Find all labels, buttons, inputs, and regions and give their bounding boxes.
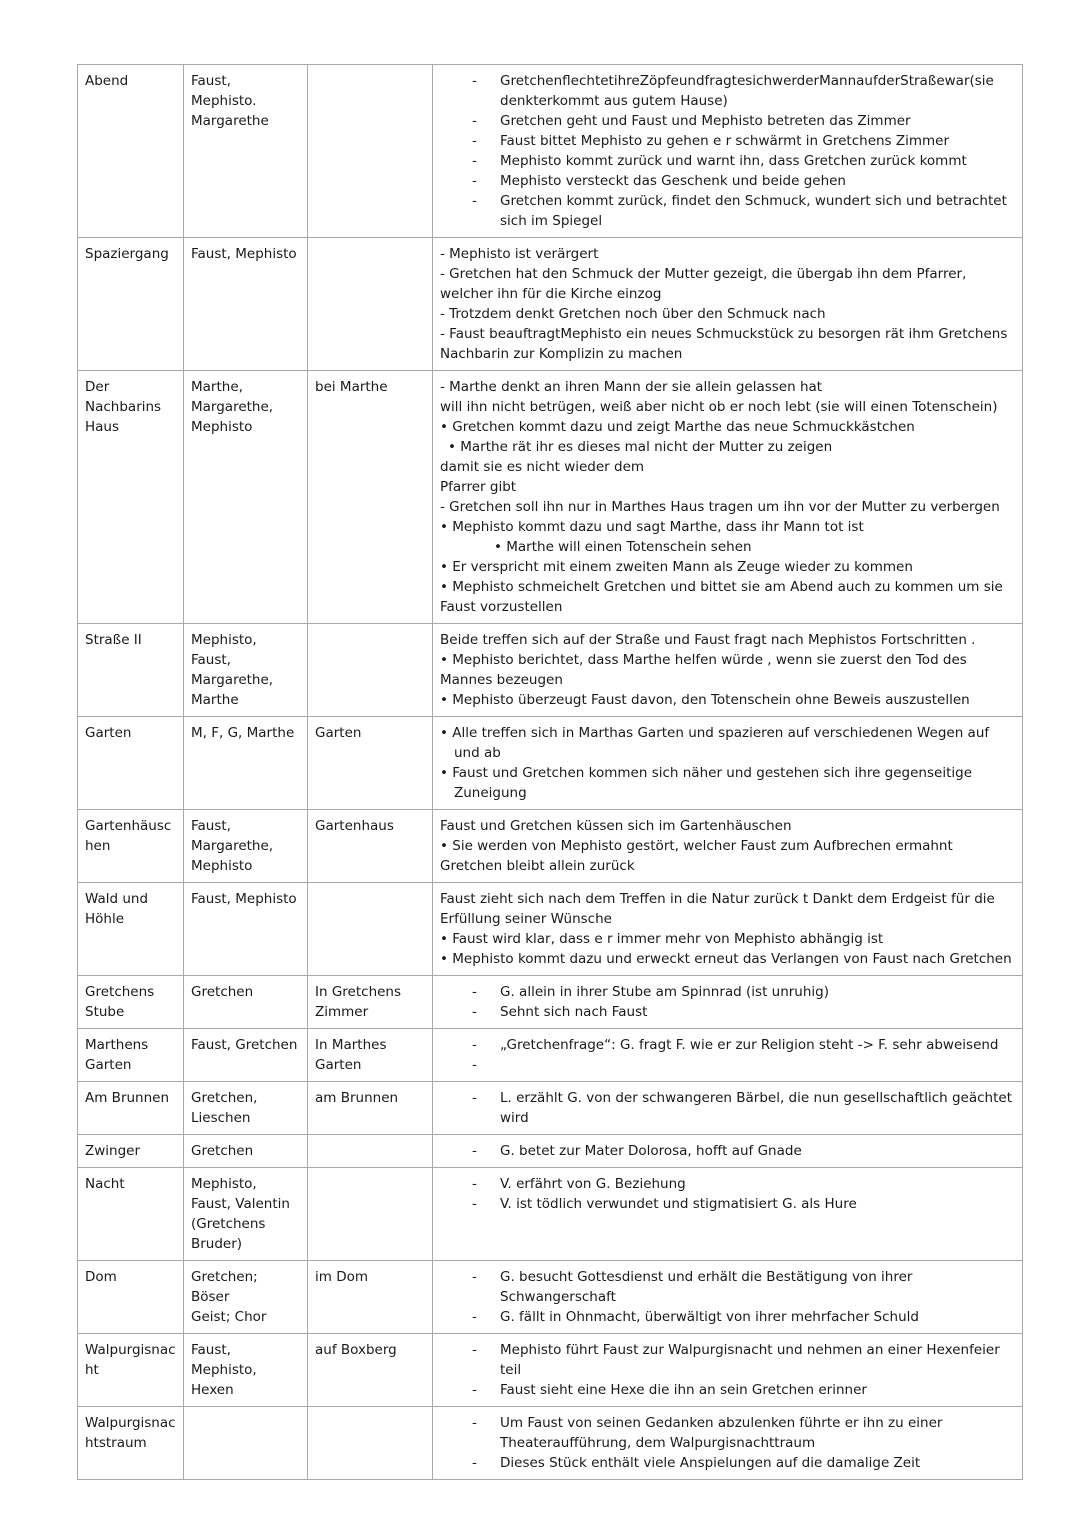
scene-cell (78, 810, 184, 883)
scene-cell-line: Nacht (85, 1176, 125, 1192)
content-cell (433, 624, 1023, 717)
characters-cell-line: Hexen (191, 1382, 234, 1398)
place-cell (308, 624, 433, 717)
place-cell (308, 883, 433, 976)
scene-cell-line: Höhle (85, 911, 125, 927)
scene-cell (78, 1135, 184, 1168)
content-item: - Marthe denkt an ihren Mann der sie allein gelassen hat (440, 379, 823, 395)
scene-cell-line: Stube (85, 1004, 125, 1020)
place-cell (308, 1334, 433, 1407)
place-cell-line: bei Marthe (315, 379, 388, 395)
content-item: - V. erfährt von G. Beziehung (440, 1174, 1015, 1194)
scene-cell (78, 1168, 184, 1261)
place-cell (308, 976, 433, 1029)
place-cell (308, 1029, 433, 1082)
place-cell (308, 238, 433, 371)
scene-cell-line: Spaziergang (85, 246, 169, 262)
table-row (78, 883, 1023, 976)
scene-cell-line: Marthens (85, 1037, 149, 1053)
scene-cell-line: Walpurgisnac (85, 1342, 176, 1358)
content-item: - G. allein in ihrer Stube am Spinnrad (ist unruhig) (440, 982, 1015, 1002)
scene-cell-line: Nachbarins (85, 399, 162, 415)
characters-cell-line: Margarethe, (191, 399, 274, 415)
characters-cell-line: Marthe (191, 692, 239, 708)
scene-cell (78, 371, 184, 624)
content-item: - Faust bittet Mephisto zu gehen e r schwärmt in Gretchens Zimmer (440, 131, 1015, 151)
scene-cell (78, 1407, 184, 1480)
characters-cell-line: Mephisto, (191, 1362, 257, 1378)
characters-cell-line: Faust, Gretchen (191, 1037, 298, 1053)
content-item: - Dieses Stück enthält viele Anspielungen auf die damalige Zeit (440, 1453, 1015, 1473)
characters-cell-line: Marthe, (191, 379, 243, 395)
content-item: - Sehnt sich nach Faust (440, 1002, 1015, 1022)
table-row (78, 717, 1023, 810)
scene-cell-line: Walpurgisnac (85, 1415, 176, 1431)
place-cell-line: In Gretchens (315, 984, 402, 1000)
scene-cell-line: Wald und (85, 891, 149, 907)
characters-cell-line: Mephisto, (191, 1176, 257, 1192)
content-item: • Mephisto schmeichelt Gretchen und bittet sie am Abend auch zu kommen um sie Faust vorzustellen (440, 579, 1003, 615)
content-item: • Sie werden von Mephisto gestört, welcher Faust zum Aufbrechen ermahnt Gretchen bleibt allein zurück (440, 838, 953, 874)
content-item: - V. ist tödlich verwundet und stigmatisiert G. als Hure (440, 1194, 1015, 1214)
characters-cell-line: (Gretchens (191, 1216, 266, 1232)
content-item: - Gretchen kommt zurück, findet den Schmuck, wundert sich und betrachtet sich im Spiegel (440, 191, 1015, 231)
scene-cell-line: Garten (85, 725, 132, 741)
characters-cell (184, 976, 308, 1029)
scene-cell-line: Zwinger (85, 1143, 141, 1159)
characters-cell (184, 238, 308, 371)
characters-cell-line: Gretchen; Böser (191, 1269, 258, 1305)
content-cell (433, 810, 1023, 883)
characters-cell-line: Margarethe, (191, 672, 274, 688)
table-row (78, 624, 1023, 717)
content-item: • Mephisto kommt dazu und sagt Marthe, dass ihr Mann tot ist (440, 519, 864, 535)
scene-cell-line: ht (85, 1362, 99, 1378)
place-cell (308, 810, 433, 883)
characters-cell-line: Mephisto (191, 858, 253, 874)
table-row (78, 65, 1023, 238)
characters-cell-line: Geist; Chor (191, 1309, 267, 1325)
characters-cell (184, 1168, 308, 1261)
content-item: - Mephisto kommt zurück und warnt ihn, dass Gretchen zurück kommt (440, 151, 1015, 171)
characters-cell-line: Gretchen (191, 984, 254, 1000)
characters-cell (184, 810, 308, 883)
place-cell (308, 1407, 433, 1480)
scene-cell-line: Dom (85, 1269, 117, 1285)
characters-cell (184, 1334, 308, 1407)
characters-cell (184, 1082, 308, 1135)
scene-cell-line: Gretchens (85, 984, 155, 1000)
scene-cell (78, 1334, 184, 1407)
content-cell (433, 883, 1023, 976)
table-row (78, 1029, 1023, 1082)
characters-cell (184, 1407, 308, 1480)
place-cell (308, 717, 433, 810)
characters-cell-line: Gretchen (191, 1143, 254, 1159)
content-item: • Mephisto überzeugt Faust davon, den Totenschein ohne Beweis auszustellen (440, 692, 970, 708)
scene-cell (78, 1082, 184, 1135)
content-cell (433, 238, 1023, 371)
content-item: Pfarrer gibt (440, 479, 517, 495)
table-row (78, 1082, 1023, 1135)
characters-cell (184, 65, 308, 238)
table-row (78, 810, 1023, 883)
table-row (78, 238, 1023, 371)
place-cell (308, 1168, 433, 1261)
content-item: - „Gretchenfrage“: G. fragt F. wie er zur Religion steht -> F. sehr abweisend (440, 1035, 1015, 1055)
place-cell-line: Garten (315, 725, 362, 741)
scene-cell (78, 1029, 184, 1082)
scene-cell (78, 624, 184, 717)
characters-cell-line: Mephisto (191, 419, 253, 435)
scene-cell-line: Abend (85, 73, 129, 89)
scene-cell (78, 1261, 184, 1334)
content-item: - GretchenflechtetihreZöpfeundfragtesichwerderMannaufderStraßewar(sie denkterkommt aus gutem Hause) (440, 71, 1015, 111)
characters-cell-line: Mephisto, (191, 632, 257, 648)
content-item: • Alle treffen sich in Marthas Garten und spazieren auf verschiedenen Wegen auf und ab (440, 725, 990, 761)
table-row (78, 976, 1023, 1029)
scene-cell-line: htstraum (85, 1435, 147, 1451)
scene-cell-line: Haus (85, 419, 120, 435)
content-item: - G. betet zur Mater Dolorosa, hofft auf Gnade (440, 1141, 1015, 1161)
content-item: Faust zieht sich nach dem Treffen in die Natur zurück t Dankt dem Erdgeist für die Erfüllung seiner Wünsche (440, 891, 995, 927)
place-cell (308, 1135, 433, 1168)
content-cell (433, 1407, 1023, 1480)
content-item: - Gretchen soll ihn nur in Marthes Haus tragen um ihn vor der Mutter zu verbergen (440, 499, 1000, 515)
content-item: - Mephisto versteckt das Geschenk und beide gehen (440, 171, 1015, 191)
place-cell-line: Garten (315, 1057, 362, 1073)
content-item: Beide treffen sich auf der Straße und Faust fragt nach Mephistos Fortschritten . (440, 632, 976, 648)
content-item: - G. besucht Gottesdienst und erhält die Bestätigung von ihrer Schwangerschaft (440, 1267, 1015, 1307)
table-row (78, 1168, 1023, 1261)
characters-cell-line: Faust, (191, 1342, 231, 1358)
characters-cell-line: Faust, Valentin (191, 1196, 290, 1212)
table-row (78, 1261, 1023, 1334)
content-item: - G. fällt in Ohnmacht, überwältigt von ihrer mehrfacher Schuld (440, 1307, 1015, 1327)
content-cell (433, 1135, 1023, 1168)
content-item: damit sie es nicht wieder dem (440, 459, 645, 475)
scene-cell (78, 717, 184, 810)
content-item: - Gretchen hat den Schmuck der Mutter gezeigt, die übergab ihn dem Pfarrer, welcher ihn für die Kirche einzog (440, 266, 967, 302)
place-cell-line: am Brunnen (315, 1090, 399, 1106)
scene-cell-line: Straße II (85, 632, 142, 648)
content-cell (433, 1261, 1023, 1334)
table-row (78, 371, 1023, 624)
content-item: • Mephisto kommt dazu und erweckt erneut das Verlangen von Faust nach Gretchen (440, 951, 1012, 967)
place-cell (308, 371, 433, 624)
content-item: • Marthe will einen Totenschein sehen (494, 539, 752, 555)
content-item: - Mephisto ist verärgert (440, 246, 599, 262)
place-cell-line: Gartenhaus (315, 818, 394, 834)
content-cell (433, 1082, 1023, 1135)
characters-cell (184, 1135, 308, 1168)
scene-cell (78, 238, 184, 371)
content-item: - Trotzdem denkt Gretchen noch über den Schmuck nach (440, 306, 826, 322)
content-item: • Er verspricht mit einem zweiten Mann als Zeuge wieder zu kommen (440, 559, 913, 575)
scene-cell-line: Garten (85, 1057, 132, 1073)
place-cell-line: auf Boxberg (315, 1342, 397, 1358)
content-cell (433, 1334, 1023, 1407)
characters-cell-line: Faust, (191, 73, 231, 89)
place-cell-line: In Marthes (315, 1037, 387, 1053)
characters-cell (184, 1029, 308, 1082)
content-cell (433, 1029, 1023, 1082)
content-item: Faust und Gretchen küssen sich im Gartenhäuschen (440, 818, 792, 834)
characters-cell-line: Faust, Mephisto (191, 246, 297, 262)
place-cell (308, 65, 433, 238)
scene-cell-line: hen (85, 838, 111, 854)
table-row (78, 1135, 1023, 1168)
content-item: - Faust sieht eine Hexe die ihn an sein Gretchen erinner (440, 1380, 1015, 1400)
characters-cell-line: Bruder) (191, 1236, 243, 1252)
characters-cell-line: M, F, G, Marthe (191, 725, 295, 741)
place-cell (308, 1082, 433, 1135)
place-cell (308, 1261, 433, 1334)
characters-cell-line: Gretchen, (191, 1090, 258, 1106)
scene-cell (78, 65, 184, 238)
content-item: • Faust wird klar, dass e r immer mehr von Mephisto abhängig ist (440, 931, 884, 947)
characters-cell (184, 717, 308, 810)
content-item: • Mephisto berichtet, dass Marthe helfen würde , wenn sie zuerst den Tod des Mannes bezeugen (440, 652, 967, 688)
scene-cell (78, 883, 184, 976)
place-cell-line: Zimmer (315, 1004, 369, 1020)
characters-cell-line: Faust, Mephisto (191, 891, 297, 907)
scene-cell-line: Der (85, 379, 110, 395)
content-cell (433, 976, 1023, 1029)
characters-cell-line: Lieschen (191, 1110, 251, 1126)
content-item: - Mephisto führt Faust zur Walpurgisnacht und nehmen an einer Hexenfeier teil (440, 1340, 1015, 1380)
scene-cell-line: Gartenhäusc (85, 818, 172, 834)
content-item: - L. erzählt G. von der schwangeren Bärbel, die nun gesellschaftlich geächtet wird (440, 1088, 1015, 1128)
characters-cell-line: Faust, (191, 818, 231, 834)
scene-cell (78, 976, 184, 1029)
content-cell (433, 371, 1023, 624)
scene-cell-line: Am Brunnen (85, 1090, 170, 1106)
content-item: - Um Faust von seinen Gedanken abzulenken führte er ihn zu einer Theateraufführung, dem Walpurgisnachttraum (440, 1413, 1015, 1453)
content-item: - Gretchen geht und Faust und Mephisto betreten das Zimmer (440, 111, 1015, 131)
content-cell (433, 717, 1023, 810)
characters-cell-line: Mephisto. (191, 93, 257, 109)
characters-cell-line: Margarethe (191, 113, 269, 129)
characters-cell (184, 1261, 308, 1334)
scene-table-body (78, 65, 1023, 1480)
characters-cell (184, 624, 308, 717)
content-item: will ihn nicht betrügen, weiß aber nicht ob er noch lebt (sie will einen Totenschein) (440, 399, 998, 415)
content-item: • Faust und Gretchen kommen sich näher und gestehen sich ihre gegenseitige Zuneigung (440, 765, 972, 801)
content-item: • Marthe rät ihr es dieses mal nicht der Mutter zu zeigen (448, 439, 833, 455)
place-cell-line: im Dom (315, 1269, 368, 1285)
content-item: - Faust beauftragtMephisto ein neues Schmuckstück zu besorgen rät ihm Gretchens Nachbarin zur Komplizin zu machen (440, 326, 1008, 362)
characters-cell (184, 883, 308, 976)
scene-table (77, 64, 1023, 1480)
content-cell (433, 1168, 1023, 1261)
characters-cell (184, 371, 308, 624)
table-row (78, 1334, 1023, 1407)
characters-cell-line: Faust, (191, 652, 231, 668)
characters-cell-line: Margarethe, (191, 838, 274, 854)
content-item: • Gretchen kommt dazu und zeigt Marthe das neue Schmuckkästchen (440, 419, 915, 435)
content-cell (433, 65, 1023, 238)
table-row (78, 1407, 1023, 1480)
